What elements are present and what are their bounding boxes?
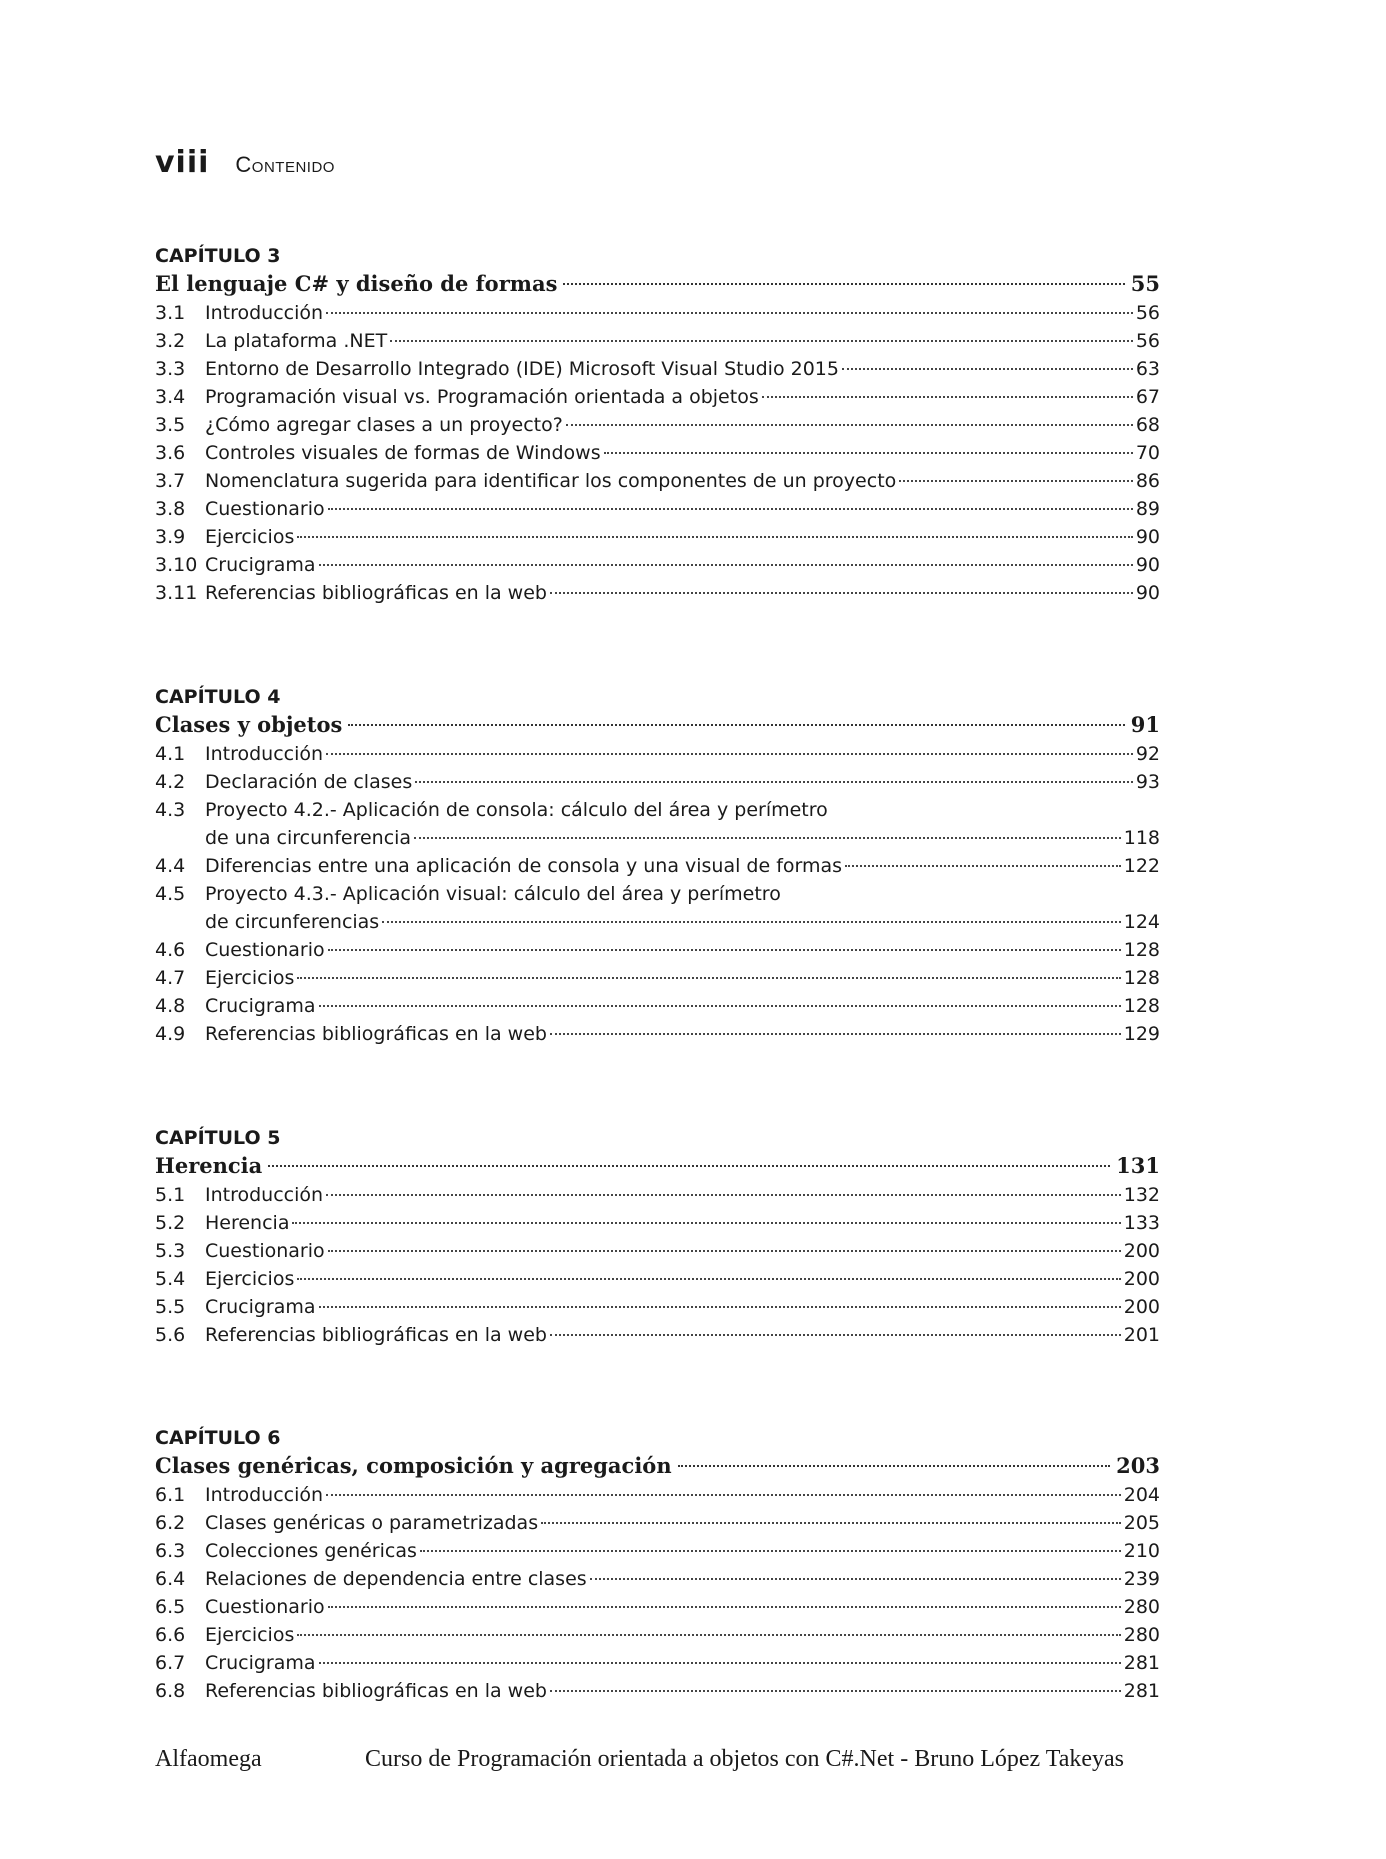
entry-text: Programación visual vs. Programación orientada a objetos [205, 386, 759, 408]
toc-entry [155, 1537, 1160, 1565]
entry-page-number: 93 [1135, 771, 1160, 793]
entry-number: 3.3 [155, 358, 186, 380]
dot-leader [550, 1033, 1121, 1035]
entry-page-number: 89 [1135, 498, 1160, 520]
entry-page-number: 67 [1135, 386, 1160, 408]
entry-number: 4.1 [155, 743, 186, 765]
entry-page-number: 200 [1123, 1268, 1160, 1290]
entry-number: 6.1 [155, 1484, 186, 1506]
entry-page-number: 280 [1123, 1596, 1160, 1618]
entry-text-continuation: de circunferencias [205, 911, 380, 933]
dot-leader [550, 592, 1133, 594]
dot-leader [297, 1278, 1120, 1280]
dot-leader [390, 340, 1133, 342]
dot-leader [550, 1334, 1121, 1336]
entry-text: Referencias bibliográficas en la web [205, 582, 547, 604]
entry-page-number: 201 [1123, 1324, 1160, 1346]
entry-page-number: 200 [1123, 1296, 1160, 1318]
entry-page-number: 86 [1135, 470, 1160, 492]
dot-leader [326, 753, 1133, 755]
toc-entry [155, 1481, 1160, 1509]
entry-page-number: 129 [1123, 1023, 1160, 1045]
toc-entry [155, 1321, 1160, 1349]
dot-leader [319, 564, 1133, 566]
toc-entry [155, 852, 1160, 880]
dot-leader [563, 283, 1124, 285]
dot-leader [326, 1494, 1121, 1496]
toc-entry [155, 964, 1160, 992]
entry-text: ¿Cómo agregar clases a un proyecto? [205, 414, 563, 436]
dot-leader [382, 921, 1121, 923]
toc-entry [155, 1293, 1160, 1321]
entry-number: 4.7 [155, 967, 186, 989]
entry-number: 5.5 [155, 1296, 186, 1318]
toc-entry [155, 1677, 1160, 1705]
entry-number: 3.11 [155, 582, 198, 604]
entry-text: Introducción [205, 1484, 324, 1506]
entry-number: 3.10 [155, 554, 198, 576]
dot-leader [414, 837, 1121, 839]
entry-text: Referencias bibliográficas en la web [205, 1680, 547, 1702]
entry-page-number: 124 [1123, 911, 1160, 933]
entry-text: Nomenclatura sugerida para identificar los componentes de un proyecto [205, 470, 897, 492]
entry-page-number: 122 [1123, 855, 1160, 877]
entry-number: 3.7 [155, 470, 186, 492]
entry-text-continuation: de una circunferencia [205, 827, 412, 849]
toc-entry [155, 740, 1160, 768]
toc-entry [155, 880, 1160, 908]
toc-entry [155, 1209, 1160, 1237]
dot-leader [762, 396, 1133, 398]
entry-number: 4.9 [155, 1023, 186, 1045]
chapter-label: CAPÍTULO 6 [155, 1427, 281, 1449]
chapter-page-number: 55 [1130, 271, 1160, 296]
entry-page-number: 90 [1135, 526, 1160, 548]
toc-entry [155, 523, 1160, 551]
entry-number: 3.9 [155, 526, 186, 548]
dot-leader [297, 977, 1120, 979]
toc-entry [155, 355, 1160, 383]
entry-text: Cuestionario [205, 939, 325, 961]
footer-book-title: Curso de Programación orientada a objetos con C#.Net - Bruno López Takeyas [365, 1746, 1124, 1772]
entry-number: 3.5 [155, 414, 186, 436]
toc-entry [155, 1509, 1160, 1537]
toc-entry [155, 1593, 1160, 1621]
dot-leader [319, 1306, 1121, 1308]
dot-leader [292, 1222, 1120, 1224]
chapter-block [155, 243, 1160, 607]
entry-text: Proyecto 4.3.- Aplicación visual: cálculo del área y perímetro [205, 883, 781, 905]
chapter-page-number: 203 [1116, 1453, 1160, 1478]
entry-number: 3.8 [155, 498, 186, 520]
entry-number: 3.2 [155, 330, 186, 352]
entry-page-number: 128 [1123, 995, 1160, 1017]
entry-text: Introducción [205, 1184, 324, 1206]
entry-page-number: 132 [1123, 1184, 1160, 1206]
dot-leader [328, 949, 1121, 951]
dot-leader [328, 508, 1133, 510]
entry-page-number: 92 [1135, 743, 1160, 765]
toc-entry [155, 551, 1160, 579]
dot-leader [590, 1578, 1121, 1580]
entry-number: 4.2 [155, 771, 186, 793]
dot-leader [550, 1690, 1121, 1692]
chapter-label: CAPÍTULO 3 [155, 245, 281, 267]
chapter-page-number: 131 [1116, 1153, 1160, 1178]
dot-leader [842, 368, 1133, 370]
entry-text: Referencias bibliográficas en la web [205, 1023, 547, 1045]
entry-page-number: 128 [1123, 967, 1160, 989]
toc-entry [155, 992, 1160, 1020]
footer-publisher: Alfaomega [155, 1746, 262, 1772]
entry-page-number: 281 [1123, 1652, 1160, 1674]
entry-text: Ejercicios [205, 526, 295, 548]
entry-text: Ejercicios [205, 1268, 295, 1290]
dot-leader [420, 1550, 1121, 1552]
toc-entry [155, 796, 1160, 824]
toc-entry-continuation [155, 824, 1160, 852]
dot-leader [845, 865, 1121, 867]
dot-leader [328, 1250, 1121, 1252]
entry-text: Ejercicios [205, 1624, 295, 1646]
entry-text: Crucigrama [205, 1296, 316, 1318]
entry-text: La plataforma .NET [205, 330, 388, 352]
chapter-page-number: 91 [1130, 712, 1160, 737]
entry-number: 6.4 [155, 1568, 186, 1590]
chapter-label: CAPÍTULO 4 [155, 686, 281, 708]
page-number: viii [155, 145, 210, 180]
chapter-block [155, 684, 1160, 1048]
entry-number: 3.6 [155, 442, 186, 464]
toc-entry [155, 1237, 1160, 1265]
toc-entry [155, 1621, 1160, 1649]
entry-page-number: 133 [1123, 1212, 1160, 1234]
toc-entry [155, 579, 1160, 607]
dot-leader [268, 1165, 1110, 1167]
entry-page-number: 200 [1123, 1240, 1160, 1262]
dot-leader [566, 424, 1133, 426]
dot-leader [678, 1465, 1111, 1467]
entry-text: Referencias bibliográficas en la web [205, 1324, 547, 1346]
entry-page-number: 210 [1123, 1540, 1160, 1562]
entry-number: 6.2 [155, 1512, 186, 1534]
chapter-title [155, 269, 1160, 299]
entry-text: Cuestionario [205, 1596, 325, 1618]
entry-number: 6.3 [155, 1540, 186, 1562]
dot-leader [415, 781, 1133, 783]
toc-entry-continuation [155, 908, 1160, 936]
chapter-title-text: Clases y objetos [155, 712, 343, 737]
page-header [155, 145, 335, 185]
toc-entry [155, 768, 1160, 796]
entry-page-number: 239 [1123, 1568, 1160, 1590]
entry-text: Herencia [205, 1212, 290, 1234]
entry-number: 4.5 [155, 883, 186, 905]
toc-entry [155, 1181, 1160, 1209]
dot-leader [326, 1194, 1121, 1196]
dot-leader [319, 1662, 1121, 1664]
entry-page-number: 90 [1135, 582, 1160, 604]
entry-number: 6.5 [155, 1596, 186, 1618]
entry-text: Crucigrama [205, 995, 316, 1017]
entry-text: Introducción [205, 302, 324, 324]
dot-leader [328, 1606, 1121, 1608]
entry-number: 4.8 [155, 995, 186, 1017]
entry-page-number: 205 [1123, 1512, 1160, 1534]
entry-text: Crucigrama [205, 1652, 316, 1674]
chapter-title-text: El lenguaje C# y diseño de formas [155, 271, 558, 296]
dot-leader [326, 312, 1133, 314]
entry-number: 5.3 [155, 1240, 186, 1262]
chapter-title [155, 1451, 1160, 1481]
entry-text: Crucigrama [205, 554, 316, 576]
chapter-title-text: Herencia [155, 1153, 263, 1178]
entry-text: Introducción [205, 743, 324, 765]
entry-page-number: 70 [1135, 442, 1160, 464]
chapter-title [155, 710, 1160, 740]
entry-page-number: 68 [1135, 414, 1160, 436]
dot-leader [319, 1005, 1121, 1007]
toc-entry [155, 327, 1160, 355]
dot-leader [541, 1522, 1121, 1524]
entry-page-number: 281 [1123, 1680, 1160, 1702]
entry-text: Ejercicios [205, 967, 295, 989]
entry-page-number: 90 [1135, 554, 1160, 576]
entry-page-number: 118 [1123, 827, 1160, 849]
entry-number: 6.7 [155, 1652, 186, 1674]
entry-text: Colecciones genéricas [205, 1540, 417, 1562]
entry-text: Controles visuales de formas de Windows [205, 442, 601, 464]
entry-page-number: 63 [1135, 358, 1160, 380]
chapter-block [155, 1125, 1160, 1349]
entry-number: 5.4 [155, 1268, 186, 1290]
dot-leader [297, 1634, 1120, 1636]
entry-page-number: 56 [1135, 302, 1160, 324]
entry-page-number: 128 [1123, 939, 1160, 961]
dot-leader [899, 480, 1133, 482]
toc-entry [155, 299, 1160, 327]
entry-number: 4.6 [155, 939, 186, 961]
entry-page-number: 56 [1135, 330, 1160, 352]
entry-text: Declaración de clases [205, 771, 413, 793]
entry-number: 5.2 [155, 1212, 186, 1234]
toc-entry [155, 1649, 1160, 1677]
entry-number: 6.8 [155, 1680, 186, 1702]
toc-entry [155, 439, 1160, 467]
entry-text: Proyecto 4.2.- Aplicación de consola: cálculo del área y perímetro [205, 799, 828, 821]
toc-entry [155, 411, 1160, 439]
toc-entry [155, 467, 1160, 495]
page-footer [155, 1746, 1160, 1773]
entry-text: Clases genéricas o parametrizadas [205, 1512, 539, 1534]
section-title: Contenido [235, 152, 335, 177]
chapter-block [155, 1425, 1160, 1705]
dot-leader [348, 724, 1124, 726]
entry-number: 4.4 [155, 855, 186, 877]
toc-entry [155, 1565, 1160, 1593]
chapter-title [155, 1151, 1160, 1181]
entry-text: Relaciones de dependencia entre clases [205, 1568, 587, 1590]
entry-number: 5.6 [155, 1324, 186, 1346]
entry-page-number: 280 [1123, 1624, 1160, 1646]
dot-leader [297, 536, 1132, 538]
entry-text: Cuestionario [205, 1240, 325, 1262]
chapter-title-text: Clases genéricas, composición y agregación [155, 1453, 672, 1478]
chapter-label: CAPÍTULO 5 [155, 1127, 281, 1149]
entry-text: Cuestionario [205, 498, 325, 520]
toc-entry [155, 1265, 1160, 1293]
dot-leader [604, 452, 1133, 454]
entry-number: 3.4 [155, 386, 186, 408]
toc-entry [155, 1020, 1160, 1048]
toc-entry [155, 383, 1160, 411]
toc-entry [155, 495, 1160, 523]
entry-page-number: 204 [1123, 1484, 1160, 1506]
toc-entry [155, 936, 1160, 964]
entry-text: Entorno de Desarrollo Integrado (IDE) Microsoft Visual Studio 2015 [205, 358, 839, 380]
entry-number: 3.1 [155, 302, 186, 324]
entry-number: 6.6 [155, 1624, 186, 1646]
entry-number: 5.1 [155, 1184, 186, 1206]
entry-text: Diferencias entre una aplicación de consola y una visual de formas [205, 855, 843, 877]
entry-number: 4.3 [155, 799, 186, 821]
